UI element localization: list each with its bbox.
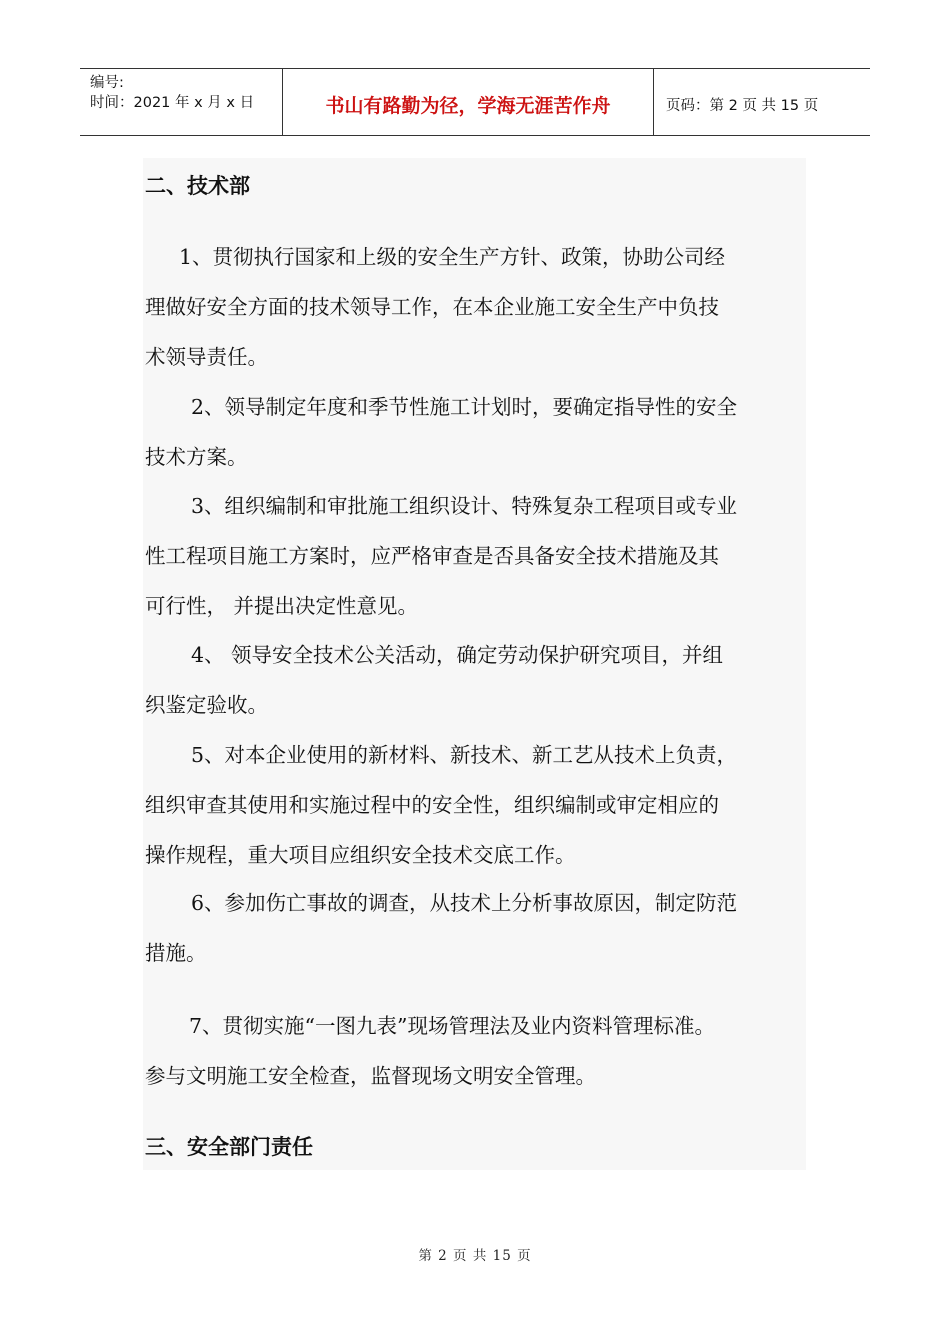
paragraph-line: 2、领导制定年度和季节性施工计划时，要确定指导性的安全	[191, 395, 738, 419]
page-header	[80, 68, 870, 136]
paragraph-line: 1、贯彻执行国家和上级的安全生产方针、政策，协助公司经	[179, 245, 726, 269]
paragraph-6	[145, 878, 805, 978]
header-motto	[282, 69, 654, 135]
header-page-info	[654, 69, 870, 135]
paragraph-1	[145, 232, 805, 382]
paragraph-7	[145, 1001, 805, 1101]
document-date: 时间：2021 年 x 月 x 日	[90, 95, 255, 111]
paragraph-line: 技术方案。	[145, 445, 248, 469]
paragraph-line: 6、参加伤亡事故的调查，从技术上分析事故原因，制定防范	[191, 891, 738, 915]
paragraph-4	[145, 630, 805, 730]
paragraph-line: 织鉴定验收。	[145, 693, 268, 717]
paragraph-line: 参与文明施工安全检查，监督现场文明安全管理。	[145, 1064, 596, 1088]
paragraph-line: 措施。	[145, 941, 207, 965]
page-info-text: 页码：第 2 页 共 15 页	[666, 97, 819, 114]
paragraph-line: 5、对本企业使用的新材料、新技术、新工艺从技术上负责，	[191, 743, 738, 767]
paragraph-line: 性工程项目施工方案时，应严格审查是否具备安全技术措施及其	[145, 544, 719, 568]
paragraph-2	[145, 382, 805, 482]
paragraph-line: 组织审查其使用和实施过程中的安全性，组织编制或审定相应的	[145, 793, 719, 817]
paragraph-5	[145, 730, 805, 880]
document-number-label: 编号:	[90, 75, 124, 91]
paragraph-line: 4、 领导安全技术公关活动，确定劳动保护研究项目，并组	[191, 643, 724, 667]
paragraph-line: 操作规程，重大项目应组织安全技术交底工作。	[145, 843, 576, 867]
document-body	[143, 158, 806, 1170]
paragraph-line: 可行性， 并提出决定性意见。	[145, 594, 419, 618]
paragraph-line: 理做好安全方面的技术领导工作，在本企业施工安全生产中负技	[145, 295, 719, 319]
footer-page-number: 第 2 页 共 15 页	[418, 1248, 532, 1264]
section-heading-technical: 二、技术部	[145, 173, 250, 198]
paragraph-3	[145, 481, 805, 631]
header-meta	[80, 69, 282, 135]
paragraph-line: 术领导责任。	[145, 345, 268, 369]
paragraph-line: 3、组织编制和审批施工组织设计、特殊复杂工程项目或专业	[191, 494, 738, 518]
page-footer	[0, 1244, 950, 1264]
section-heading-safety: 三、安全部门责任	[145, 1134, 313, 1159]
paragraph-line: 7、贯彻实施“一图九表”现场管理法及业内资料管理标准。	[189, 1014, 716, 1038]
motto-text: 书山有路勤为径，学海无涯苦作舟	[325, 94, 611, 117]
